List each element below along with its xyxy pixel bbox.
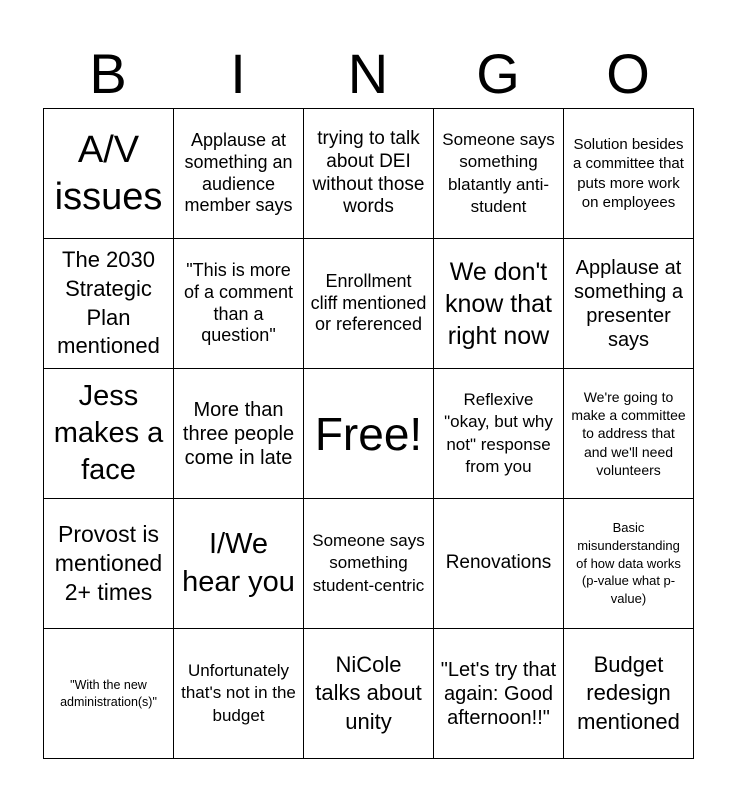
bingo-cell-i2[interactable] [174,239,304,369]
cell-text: Jess makes a face [53,379,164,487]
bingo-cell-b1[interactable] [44,109,174,239]
cell-text: trying to talk about DEI without those words [312,127,425,218]
cell-text: Budget redesign mentioned [577,651,680,734]
cell-text: Renovations [445,552,552,574]
bingo-cell-i3[interactable] [174,369,304,499]
bingo-cell-g4[interactable] [434,499,564,629]
bingo-cell-b5[interactable] [44,629,174,759]
cell-text: "This is more of a comment than a question" [183,259,294,346]
bingo-cell-free[interactable] [304,369,434,499]
bingo-cell-i1[interactable] [174,109,304,239]
cell-text: I/We hear you [182,528,295,598]
bingo-cell-g1[interactable] [434,109,564,239]
cell-text: Someone says something blatantly anti-student [442,130,555,216]
bingo-board [43,108,694,759]
cell-text: We don't know that right now [444,257,552,350]
bingo-cell-o1[interactable] [564,109,694,239]
cell-text: Solution besides a committee that puts more work on employees [573,136,684,211]
cell-text: Reflexive "okay, but why not" response from you [444,390,553,476]
cell-text: Enrollment cliff mentioned or referenced [310,270,427,335]
cell-text: NiCole talks about unity [315,651,422,734]
bingo-cell-b4[interactable] [44,499,174,629]
cell-text: "Let's try that again: Good afternoon!!" [440,658,557,729]
bingo-cell-g2[interactable] [434,239,564,369]
cell-text: Applause at something an audience member says [184,129,293,216]
cell-text: "With the new administration(s)" [60,678,157,709]
bingo-cell-o4[interactable] [564,499,694,629]
bingo-cell-n2[interactable] [304,239,434,369]
bingo-cell-o2[interactable] [564,239,694,369]
cell-text: We're going to make a committee to address that and we'll need volunteers [571,389,686,478]
bingo-cell-n5[interactable] [304,629,434,759]
cell-text: Provost is mentioned 2+ times [54,521,163,605]
cell-text: Unfortunately that's not in the budget [181,661,296,725]
bingo-cell-i5[interactable] [174,629,304,759]
bingo-cell-g3[interactable] [434,369,564,499]
cell-text: The 2030 Strategic Plan mentioned [57,247,160,359]
header-letter-b: B [89,42,127,105]
bingo-cell-n4[interactable] [304,499,434,629]
bingo-cell-b3[interactable] [44,369,174,499]
free-space-text: Free! [314,407,423,460]
cell-text: Someone says something student-centric [312,531,425,595]
bingo-cell-o5[interactable] [564,629,694,759]
bingo-cell-b2[interactable] [44,239,174,369]
bingo-cell-i4[interactable] [174,499,304,629]
cell-text: Basic misunderstanding of how data works (p-value what p-value) [576,520,681,606]
header-letter-g: G [476,42,520,105]
header-letter-i: I [230,42,246,105]
cell-text: More than three people come in late [182,398,295,469]
bingo-cell-o3[interactable] [564,369,694,499]
cell-text: Applause at something a presenter says [574,256,683,351]
bingo-cell-n1[interactable] [304,109,434,239]
bingo-cell-g5[interactable] [434,629,564,759]
header-letter-n: N [347,42,389,105]
bingo-header [43,40,693,108]
cell-text: A/V issues [54,129,163,218]
header-letter-o: O [606,42,650,105]
